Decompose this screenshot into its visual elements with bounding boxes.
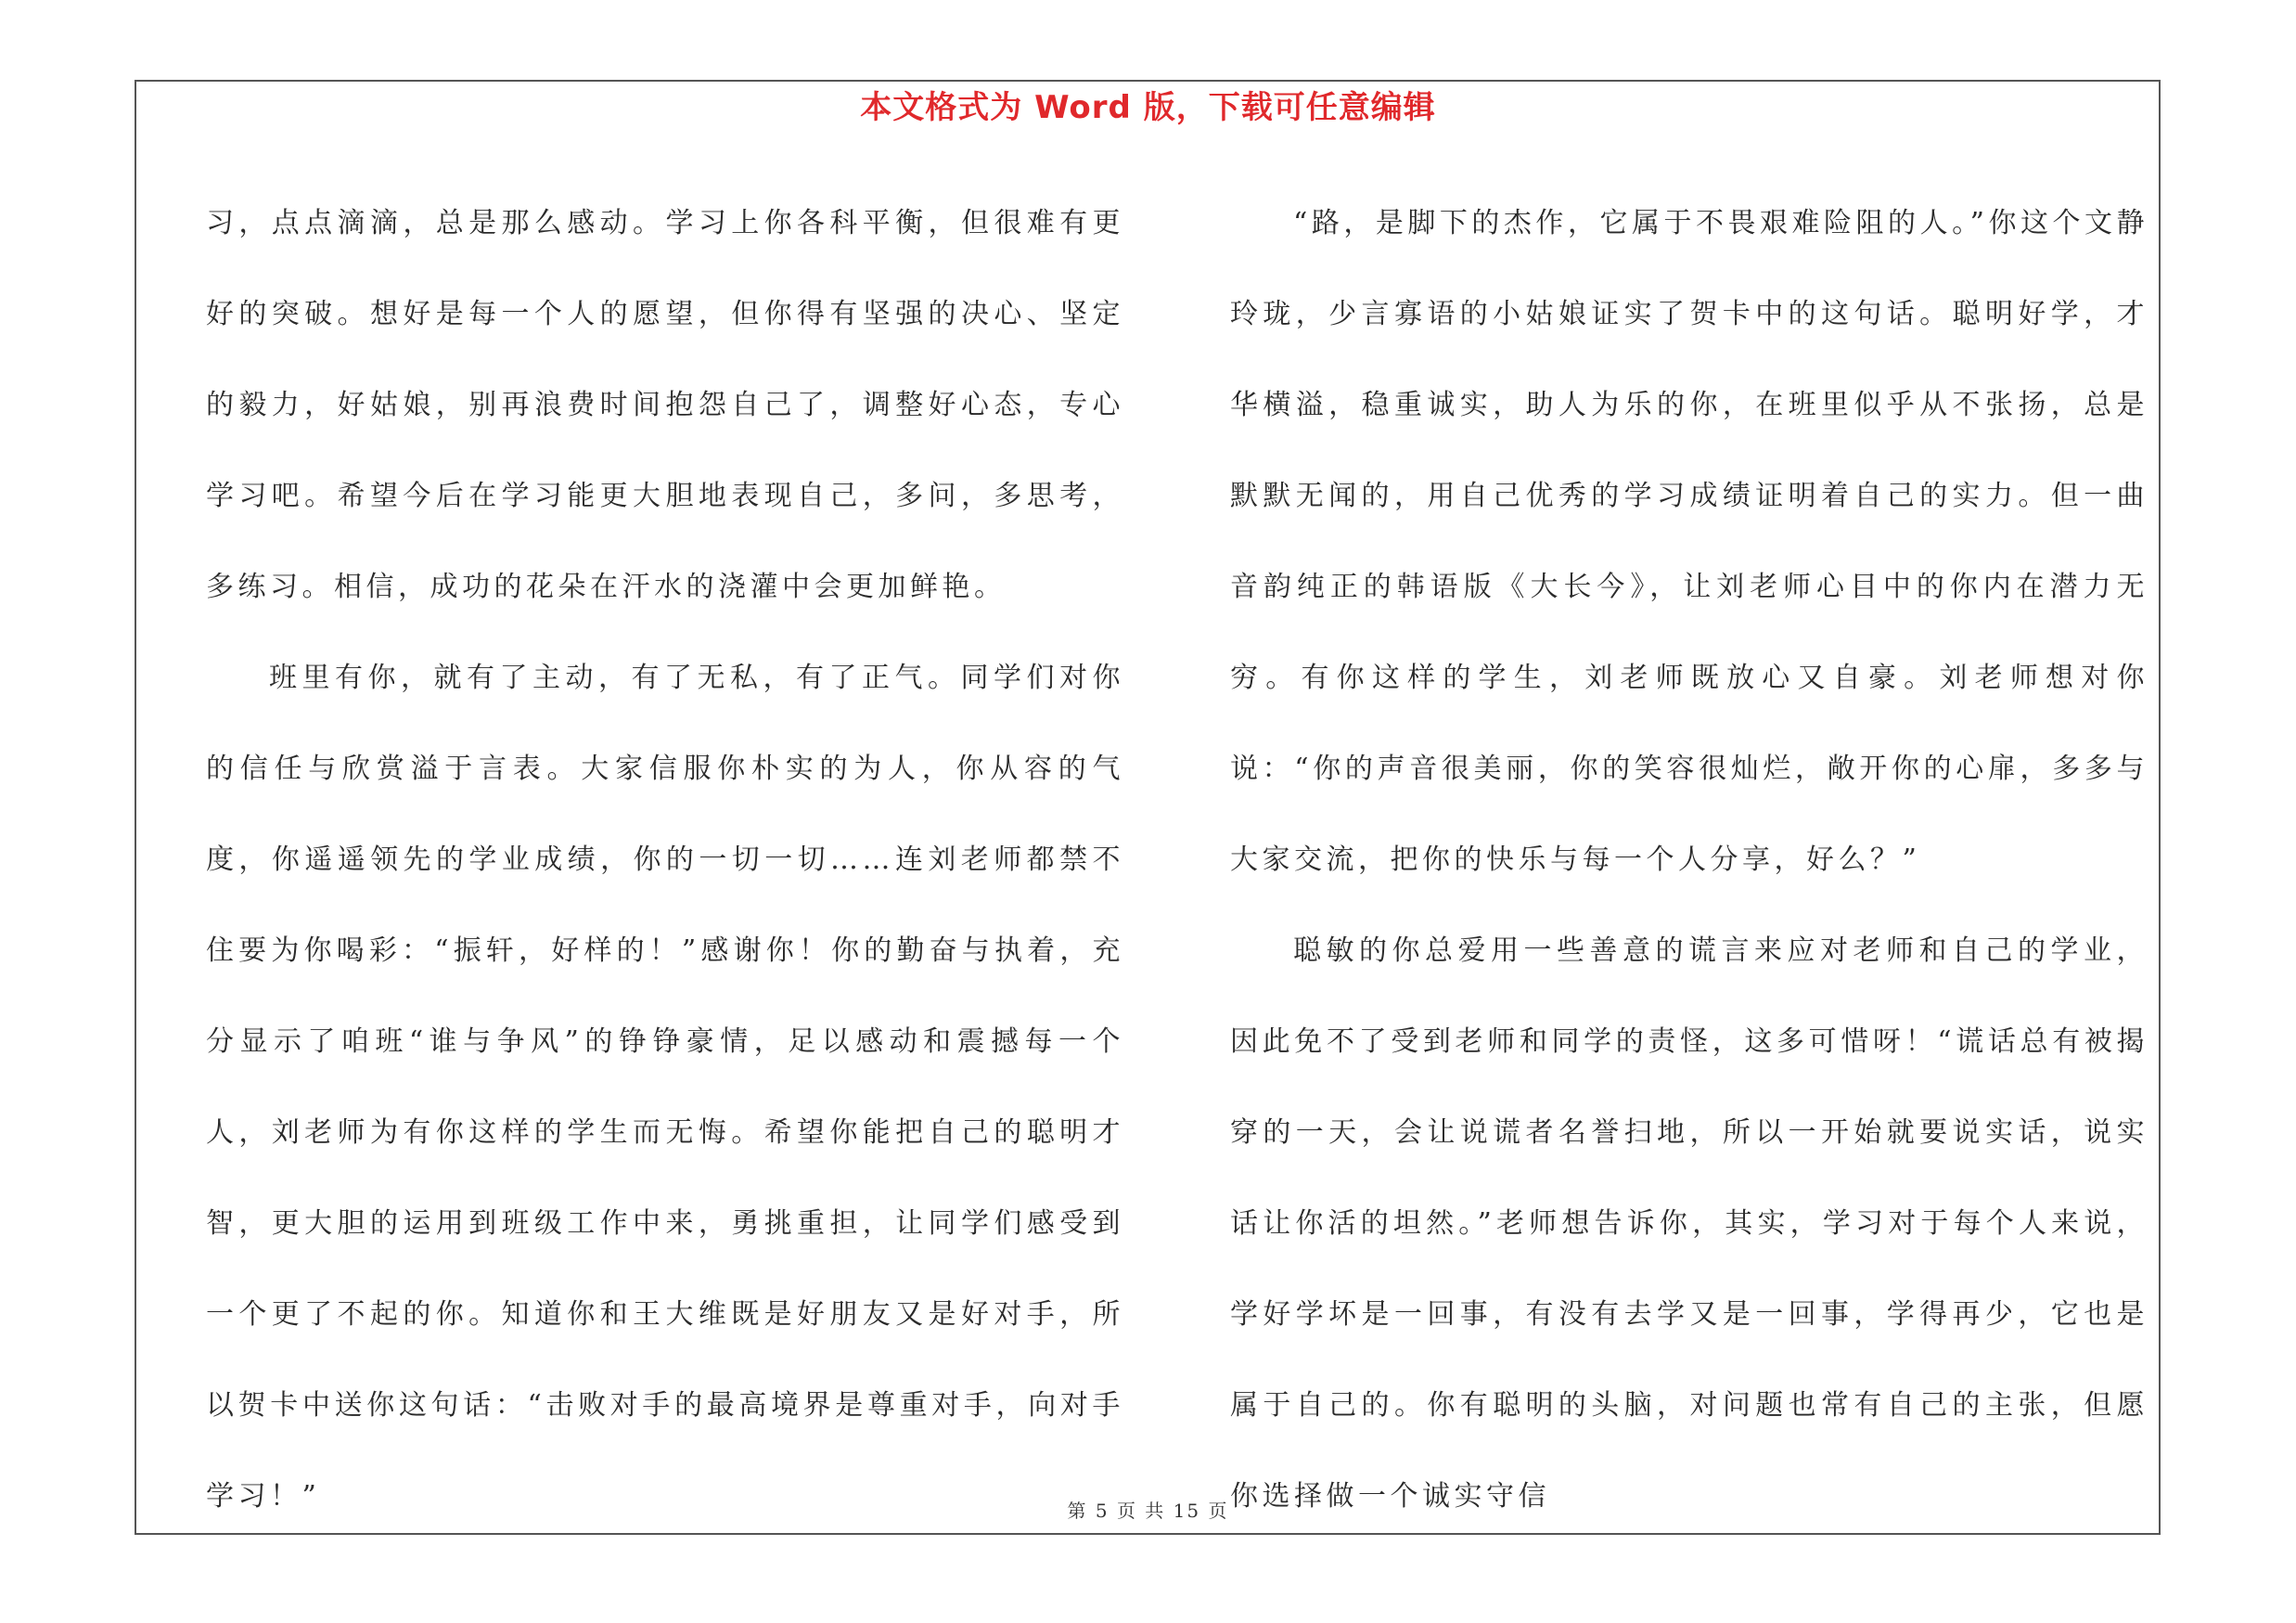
paragraph: 聪敏的你总爱用一些善意的谎言来应对老师和自己的学业，因此免不了受到老师和同学的责怪，这多可惜呀！“谎话总有被揭穿的一天，会让说谎者名誉扫地，所以一开始就要说实话，说实话让你活的坦然。”老师想告诉你，其实，学习对于每个人来说，学好学坏是一回事，有没有去学又是一回事，学得再少，它也是属于自己的。你有聪明的头脑，对问题也常有自己的主张，但愿你选择做一个诚实守信 bbox=[1230, 934, 2148, 1513]
left-column bbox=[206, 178, 1124, 1542]
paragraph: 班里有你，就有了主动，有了无私，有了正气。同学们对你的信任与欣赏溢于言表。大家信服你朴实的为人，你从容的气度，你遥遥领先的学业成绩，你的一切一切……连刘老师都禁不住要为你喝彩：“振轩，好样的！”感谢你！你的勤奋与执着，充分显示了咱班“谁与争风”的铮铮豪情，足以感动和震撼每一个人，刘老师为有你这样的学生而无悔。希望你能把自己的聪明才智，更大胆的运用到班级工作中来，勇挑重担，让同学们感受到一个更了不起的你。知道你和王大维既是好朋友又是好对手，所以贺卡中送你这句话：“击败对手的最高境界是尊重对手，向对手学习！” bbox=[206, 662, 1124, 1513]
right-column bbox=[1230, 178, 2148, 1542]
paragraph: “路，是脚下的杰作，它属于不畏艰难险阻的人。”你这个文静玲珑，少言寡语的小姑娘证实了贺卡中的这句话。聪明好学，才华横溢，稳重诚实，助人为乐的你，在班里似乎从不张扬，总是默默无闻的，用自己优秀的学习成绩证明着自己的实力。但一曲音韵纯正的韩语版《大长今》，让刘老师心目中的你内在潜力无穷。有你这样的学生，刘老师既放心又自豪。刘老师想对你说：“你的声音很美丽，你的笑容很灿烂，敞开你的心扉，多多与大家交流，把你的快乐与每一个人分享，好么？” bbox=[1230, 207, 2148, 876]
page-number: 第 5 页 共 15 页 bbox=[1067, 1500, 1229, 1522]
paragraph: 习，点点滴滴，总是那么感动。学习上你各科平衡，但很难有更好的突破。想好是每一个人的愿望，但你得有坚强的决心、坚定的毅力，好姑娘，别再浪费时间抱怨自己了，调整好心态，专心学习吧。希望今后在学习能更大胆地表现自己，多问，多思考，多练习。相信，成功的花朵在汗水的浇灌中会更加鲜艳。 bbox=[206, 207, 1124, 603]
document-header: 本文格式为 Word 版，下载可任意编辑 bbox=[860, 89, 1436, 126]
